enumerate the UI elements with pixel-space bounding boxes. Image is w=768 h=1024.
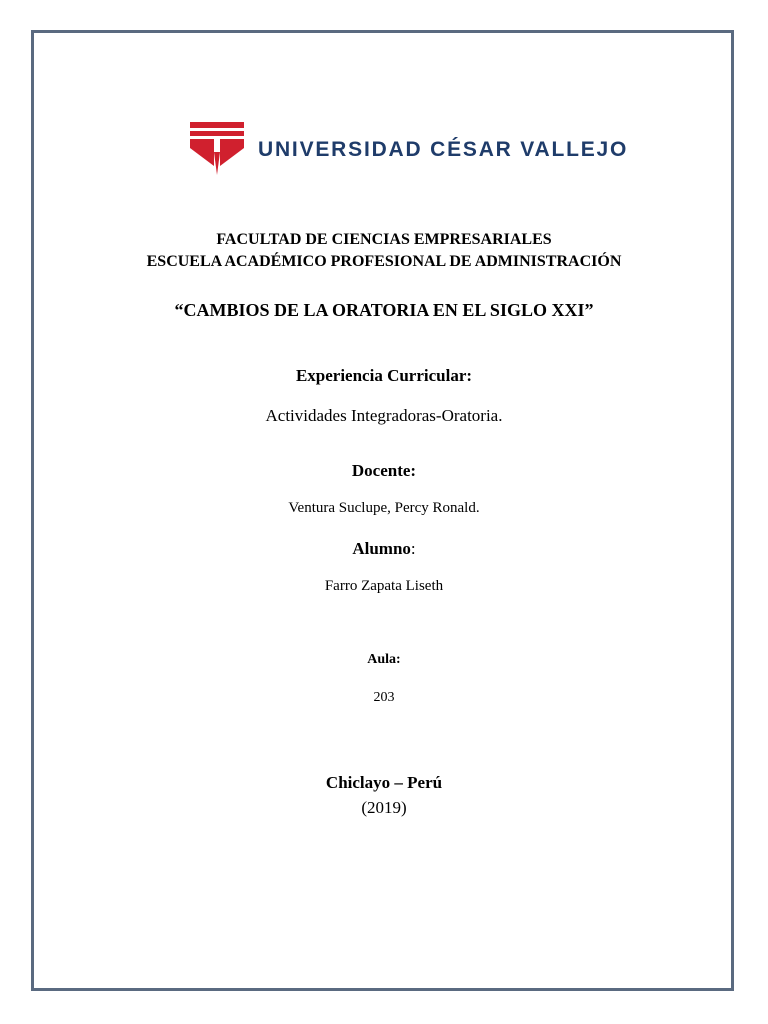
experience-value: Actividades Integradoras-Oratoria.: [265, 406, 503, 425]
classroom-value: 203: [373, 690, 395, 705]
teacher-value: Ventura Suclupe, Percy Ronald.: [288, 500, 480, 516]
school-name: ESCUELA ACADÉMICO PROFESIONAL DE ADMINISTRACIÓN: [146, 253, 622, 270]
faculty-name: FACULTAD DE CIENCIAS EMPRESARIALES: [216, 231, 552, 248]
place: Chiclayo – Perú: [325, 773, 443, 792]
faculty-heading: [0, 229, 768, 273]
teacher-label: Docente:: [351, 461, 417, 480]
student-label-colon: :: [410, 539, 416, 558]
university-logo: [188, 120, 629, 180]
ucv-emblem-icon: [188, 120, 248, 180]
document-title: “CAMBIOS DE LA ORATORIA EN EL SIGLO XXI”: [174, 300, 594, 320]
student-label: Alumno: [352, 539, 411, 558]
student-value: Farro Zapata Liseth: [324, 578, 444, 594]
classroom-label: Aula:: [367, 652, 401, 667]
experience-label: Experiencia Curricular:: [295, 366, 473, 385]
logo-wordmark: UNIVERSIDAD CÉSAR VALLEJO: [258, 138, 629, 161]
student-label-line: [0, 539, 768, 559]
year: (2019): [361, 798, 407, 817]
